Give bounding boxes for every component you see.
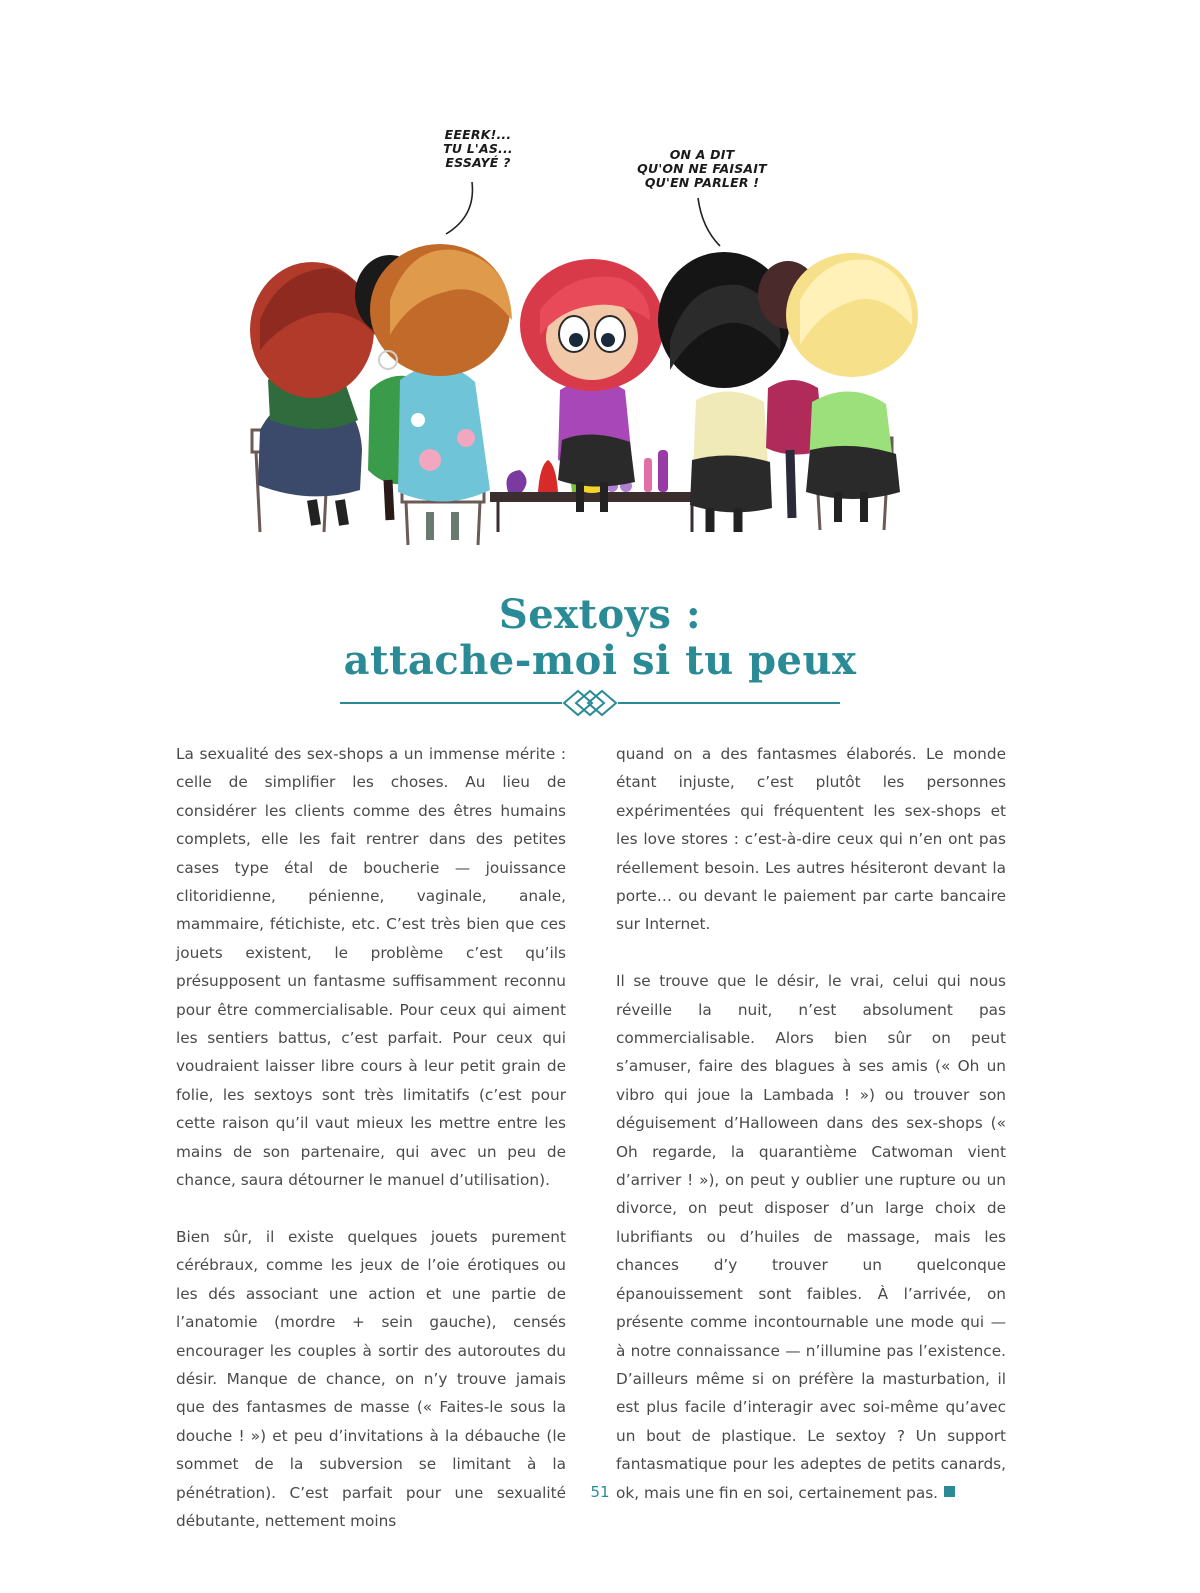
chapter-title: [0, 592, 1200, 684]
title-divider-ornament: [340, 688, 840, 718]
text-column-left: [176, 740, 566, 1564]
paragraph-last-text: Il se trouve que le désir, le vrai, celui qui nous réveille la nuit, n’est absolument pas commercialisable. Alors bien sûr on peut s’amuser, faire des blagues à ses amis (« Oh un vibro qui joue la Lambada ! ») ou trouver son déguisement d’Halloween dans des sex-shops (« Oh regarde, la quarantième Catwoman vient d’arriver ! »), on peut y oublier une rupture ou un divorce, on peut disposer d’un large choix de lubrifiants ou d’huiles de massage, mais les chances d’y trouver un quelconque épanouissement sont faibles. À l’arrivée, on présente comme incontournable une mode qui — à notre connaissance — n’illumine pas l’existence. D’ailleurs même si on préfère la masturbation, il est plus facile d’interagir avec soi-même qu’avec un bout de plastique. Le sextoy ? Un support fantasmatique pour les adeptes de petits canards, ok, mais une fin en soi, certainement pas.: [616, 972, 1006, 1502]
bubble-right-line-2: QU'ON NE FAISAIT: [637, 161, 767, 176]
title-line-1: Sextoys :: [498, 591, 702, 638]
women-circle-illustration: [240, 120, 960, 560]
bubble-right-line-1: ON A DIT: [669, 147, 735, 162]
bubble-left-line-1: EEERK!...: [444, 127, 512, 142]
speech-tail-left: [446, 182, 472, 234]
page-number: 51: [590, 1483, 610, 1501]
paragraph: quand on a des fantasmes élaborés. Le monde étant injuste, c’est plutôt les personnes expérimentées qui fréquentent les sex-shops et les love stores : c’est-à-dire ceux qui n’en ont pas réellement besoin. Les autres hésiteront devant la porte… ou devant le paiement par carte bancaire sur Internet.: [616, 745, 1006, 934]
diamond-ornament-icon: [564, 691, 616, 715]
paragraph: La sexualité des sex-shops a un immense mérite : celle de simplifier les choses. Au lieu de considérer les clients comme des êtres humains complets, elle les fait rentrer dans des petites cases type étal de boucherie — jouissance clitoridienne, pénienne, vaginale, anale, mammaire, fétichiste, etc. C’est très bien que ces jouets existent, le problème c’est qu’ils présupposent un fantasme suffisamment reconnu pour être commercialisable. Pour ceux qui aiment les sentiers battus, c’est parfait. Pour ceux qui voudraient laisser libre cours à leur petit grain de folie, les sextoys sont très limitatifs (c’est pour cette raison qu’il vaut mieux les mettre entre les mains de son partenaire, qui avec un peu de chance, saura détourner le manuel d’utilisation).: [176, 745, 566, 1190]
bubble-left-line-2: TU L'AS...: [443, 141, 513, 156]
speech-tail-right: [698, 198, 720, 246]
paragraph: Bien sûr, il existe quelques jouets purement cérébraux, comme les jeux de l’oie érotiques ou les dés associant une action et une partie de l’anatomie (mordre + sein gauche), censés encourager les couples à sortir des autoroutes du désir. Manque de chance, on n’y trouve jamais que des fantasmes de masse (« Faites-le sous la douche ! ») et peu d’invitations à la débauche (le sommet de la subversion se limitant à la pénétration). C’est parfait pour une sexualité débutante, nettement moins: [176, 1227, 566, 1530]
speech-bubble-right: [632, 148, 772, 190]
speech-bubble-left: [418, 128, 538, 170]
table-icon: [490, 492, 700, 532]
bubble-left-line-3: ESSAYÉ ?: [445, 155, 511, 170]
paragraph-last: [616, 967, 1006, 1507]
text-column-right: [616, 740, 1006, 1535]
title-line-2: attache-moi si tu peux: [343, 637, 857, 684]
bubble-right-line-3: QU'EN PARLER !: [644, 175, 760, 190]
